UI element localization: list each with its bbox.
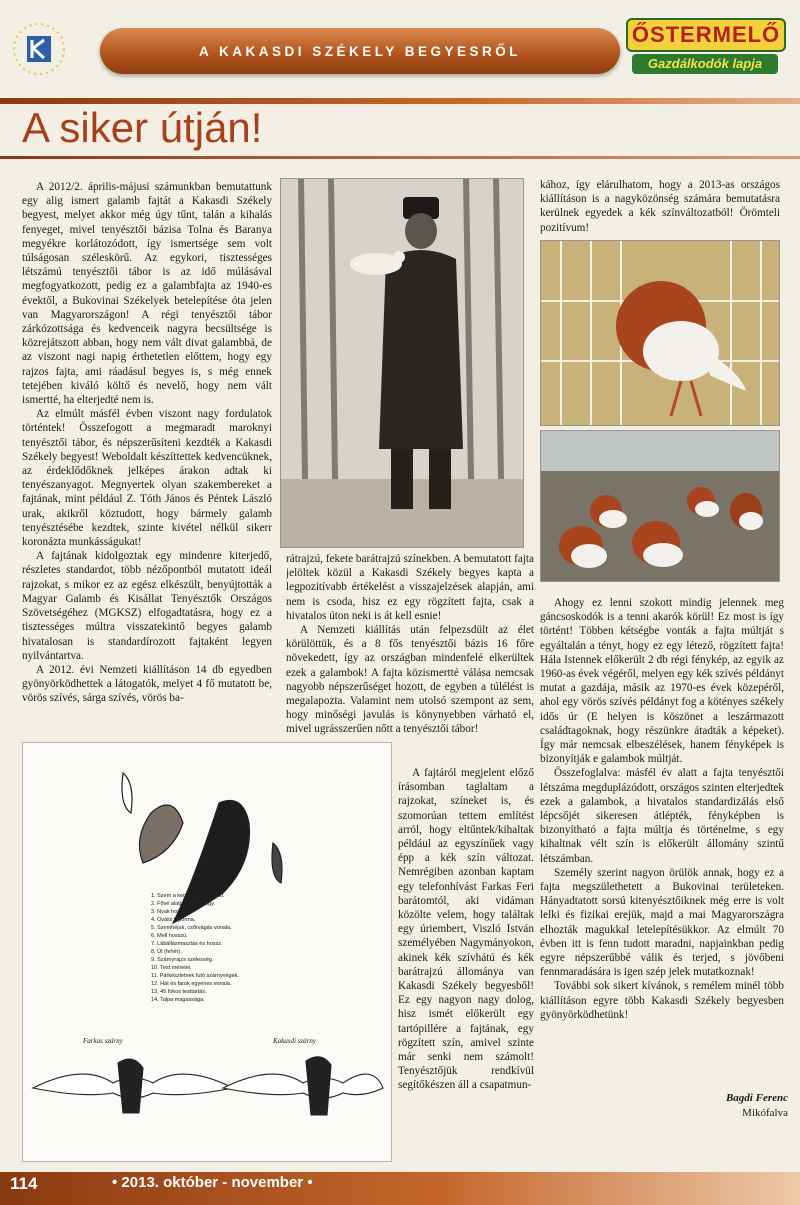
- paragraph: kához, így elárulhatom, hogy a 2013-as országos kiállításon is a nagyközönség számára bemutatásra kerülnek egyedek a kék színváltozatból! Örömteli pozitívum!: [540, 179, 780, 234]
- diagram-label-right: Kakasdi szárny: [273, 1037, 316, 1045]
- author-name: Bagdi Ferenc: [725, 1092, 788, 1104]
- diagram-legend-item: 3. Nyak hosszú.: [151, 909, 191, 915]
- section-banner: A KAKASDI SZÉKELY BEGYESRŐL: [100, 28, 620, 74]
- article-column-1: [22, 180, 272, 730]
- diagram-label-left: Farkas szárny: [83, 1037, 123, 1045]
- diagram-legend-item: 14. Talpa magassága.: [151, 997, 205, 1003]
- historic-photo: [280, 178, 524, 548]
- issue-date: • 2013. október - november •: [112, 1174, 313, 1191]
- diagram-legend-item: 9. Szárnyrajzs szélesség.: [151, 957, 214, 963]
- diagram-legend-item: 1. Szem a kemuk vonala alatt.: [151, 893, 225, 899]
- paragraph: rátrajzú, fekete barátrajzú színekben. A bemutatott fajta jelöltek közül a Kakasdi Székely begyes kapta a legpozitívabb értékelést a visszajelzések alapján, ami nem is csoda, hisz ez egy rögzített fajta, csak a hivatalos úton neki is át kell esnie!: [286, 553, 534, 622]
- article-column-3: [540, 596, 784, 1086]
- diagram-legend-item: 2. Fővé alatja, hátsó begy.: [151, 901, 216, 907]
- diagram-legend-item: 12. Hát és farok egyenes vonala.: [151, 981, 232, 987]
- paragraph: Ahogy ez lenni szokott mindig jelennek meg gáncsoskodók is a tenni akarók körül! Ez most is így történt! Többen kétségbe vonták a fajta múltját s egyáltalán a tényt, hogy ez egy létező, rögzített fajta! Hála Istennek előkerült 2 db régi fénykép, az egyik az 1960-as évek végéről, melyen egy kék szívés példányt mutat a gazdája, másik az 1970-es évek közepéről, ahol egy vörös szívés példányt fog a kötényes székely idős úr (E helyen is köszönet a leszármazott családtagoknak, hogy részünkre átadták a képeket). Így már nemcsak elbeszélések, hanem fényképek is bizonyítják e galambok múltját.: [540, 597, 784, 766]
- pigeon-photo-2: [540, 430, 780, 582]
- diagram-legend-item: 4. Ovális fejforma.: [151, 917, 196, 923]
- title-rule: [0, 156, 800, 159]
- paragraph: További sok sikert kívánok, s remélem minél több kiállításon egyre több Kakasdi Székely begyesben gyönyörködhetünk!: [540, 980, 784, 1021]
- magazine-title: ŐSTERMELŐ: [626, 18, 786, 52]
- page-number: 114: [10, 1174, 38, 1193]
- diagram-legend-item: 13. 45 fokos testtartás.: [151, 989, 207, 995]
- diagram-legend-item: 8. Út (fehér).: [151, 949, 182, 955]
- diagram-legend-item: 10. Test méretei.: [151, 965, 192, 971]
- diagram-legend-item: 6. Mell hosszú.: [151, 933, 188, 939]
- publisher-logo: [12, 22, 66, 76]
- author-place: Mikófalva: [742, 1107, 788, 1119]
- article-column-2: [286, 552, 534, 752]
- paragraph: A fajtának kidolgoztak egy mindenre kiterjedő, részletes standardot, több nézőpontból mutatott ideál rajzokat, s mikor ez az egész elkészült, benyújtották a Magyar Galamb és Kisállat Tenyésztők Országos Szövetségéhez (MGKSZ) elfogadtatásra, hogy ez a tisztességes múltra visszatekintő begyes galamb hivatalosan is standardírozott fajtaként legyen nyilvántartva.: [22, 550, 272, 662]
- paragraph: Összefoglalva: másfél év alatt a fajta tenyésztői létszáma megduplázódott, országos szinten elterjedtek ezek a galambok, a hivatalos standardizálás első lépcsőjét sikeresen átlépték, fényképben is bizonyítható a fajta múltja és történelme, s egy kihaltnak vélt szín is előkerült állomány szintű létszámban.: [540, 767, 784, 865]
- pigeon-photo-1: [540, 240, 780, 426]
- diagram-legend-item: 11. Párkészletnek futó szárnyvégek.: [151, 973, 239, 979]
- paragraph: Az elmúlt másfél évben viszont nagy fordulatok történtek! Összefogott a megmaradt maroknyi tenyésztői tábor, és népszerűsíteni kezdték a Kakasdi Székely begyest! Weboldalt készíttettek kedvencüknek, az érdeklődőknek jelképes árakon adtak ki tenyészanyagot. Megnyertek olyan szakembereket a fajtának, mint például Z. Tóth János és Péntek László urak, akikről köztudott, hogy bármely galamb tenyésztésébe kezdtek, szinte kivétel nélkül sikerr koronázta munkásságukat!: [22, 408, 272, 549]
- article-column-2-lower: [398, 766, 534, 1158]
- paragraph: A fajtáról megjelent előző írásomban taglaltam a rajzokat, színeket is, és szomorúan tettem említést arról, hogy eltűntek/kihaltak például az egyszínűek vagy épp a kék szín változat. Nemrégiben azonban kaptam egy telefonhívást Farkas Feri barátomtól, aki vidáman közölte velem, hogy találtak egy úriembert, Viszló István személyében Nagymányokon, akinek kék szívhátú és kék barátrajzú állománya van Kakasdi Székely begyesből! Ez egy nagyon nagy dolog, hisz ismét előkerült egy tartópillére a fajtának, egy rögzített szín, amivel szinte már senki nem számolt! Tenyésztőjük rendkívül segítőkészen áll a csapatmun-: [398, 767, 534, 1092]
- paragraph: Személy szerint nagyon örülök annak, hogy ez a fajta megszülethetett a Bukovinai területeken. Hányadtatott sorsú kitenyésztőiknek még erre is volt lelki és fizikai erejük, majd a mai Magyarországra elhozták magukkal letelepítésükkor. Az elmúlt 70 évben itt is fenn tudott maradni, napjainkban pedig egyre népszerűbbé válik és terjed, s jövőbeni fennmaradására is igen szép jelek mutatkoznak!: [540, 866, 784, 979]
- diagram-legend-item: 5. Szemhéjak, csőrvágás vonala.: [151, 925, 232, 931]
- magazine-subtitle: Gazdálkodók lapja: [632, 54, 778, 74]
- paragraph: A Nemzeti kiállítás után felpezsdült az élet körülöttük, és a 8 fős tenyésztői bázis 16 főre növekedett, így az országban mindenfelé elkerültek ezek a galambok! A fajta közismertté válása nemcsak nagyobb népszerűséget hozott, de egyben a túlélést is megalapozta. Valamint nem utolsó szempont az sem, hogy minőségi javulás is könynyebben várható el, mivel ugrásszerűen nőtt a tenyésztői tábor!: [286, 624, 534, 736]
- article-title: A siker útján!: [22, 104, 263, 151]
- diagram-legend-item: 7. Lábállásmaszlás és hossz.: [151, 941, 223, 947]
- paragraph: A 2012/2. április-májusi számunkban bemutattunk egy alig ismert galamb fajtát a Kakasdi Székely begyest, melyet akkor még úgy tűnt, talán a kihalás fenyeget, mivel tenyésztői bázisa Tolna és Baranya megyékre korlátozódott, így ismertsége sem volt túlságosan széleskörű. Az egykori, tisztességes létszámú tenyésztői tábor is az idő múlásával megfogyatkozott, pedig ez a galambfajta az 1940-es évektől, a Bukovinai Székelyek betelepítése óta jelen van Magyarországon! A régi tenyésztői tábor zárkózottsága és kedvenceik nagyra becsültsége is közrejátszott abban, hogy nem vált divat galambbá, de az viszont nagi napig érthetetlen előttem, hogy egy rajzos fajta, ami ráadásul begyes is, s még ennek tetejében kiváló költő és nevelő, hogy nem vált ismertté, ha elterjedté nem is.: [22, 181, 272, 407]
- paragraph: A 2012. évi Nemzeti kiállításon 14 db egyedben gyönyörködhettek a látogatók, melyet 4 fő mutatott be, vörös szívés, sárga szívés, vörös ba-: [22, 663, 272, 705]
- standard-diagram: [22, 742, 392, 1162]
- article-column-3-top: [540, 178, 780, 236]
